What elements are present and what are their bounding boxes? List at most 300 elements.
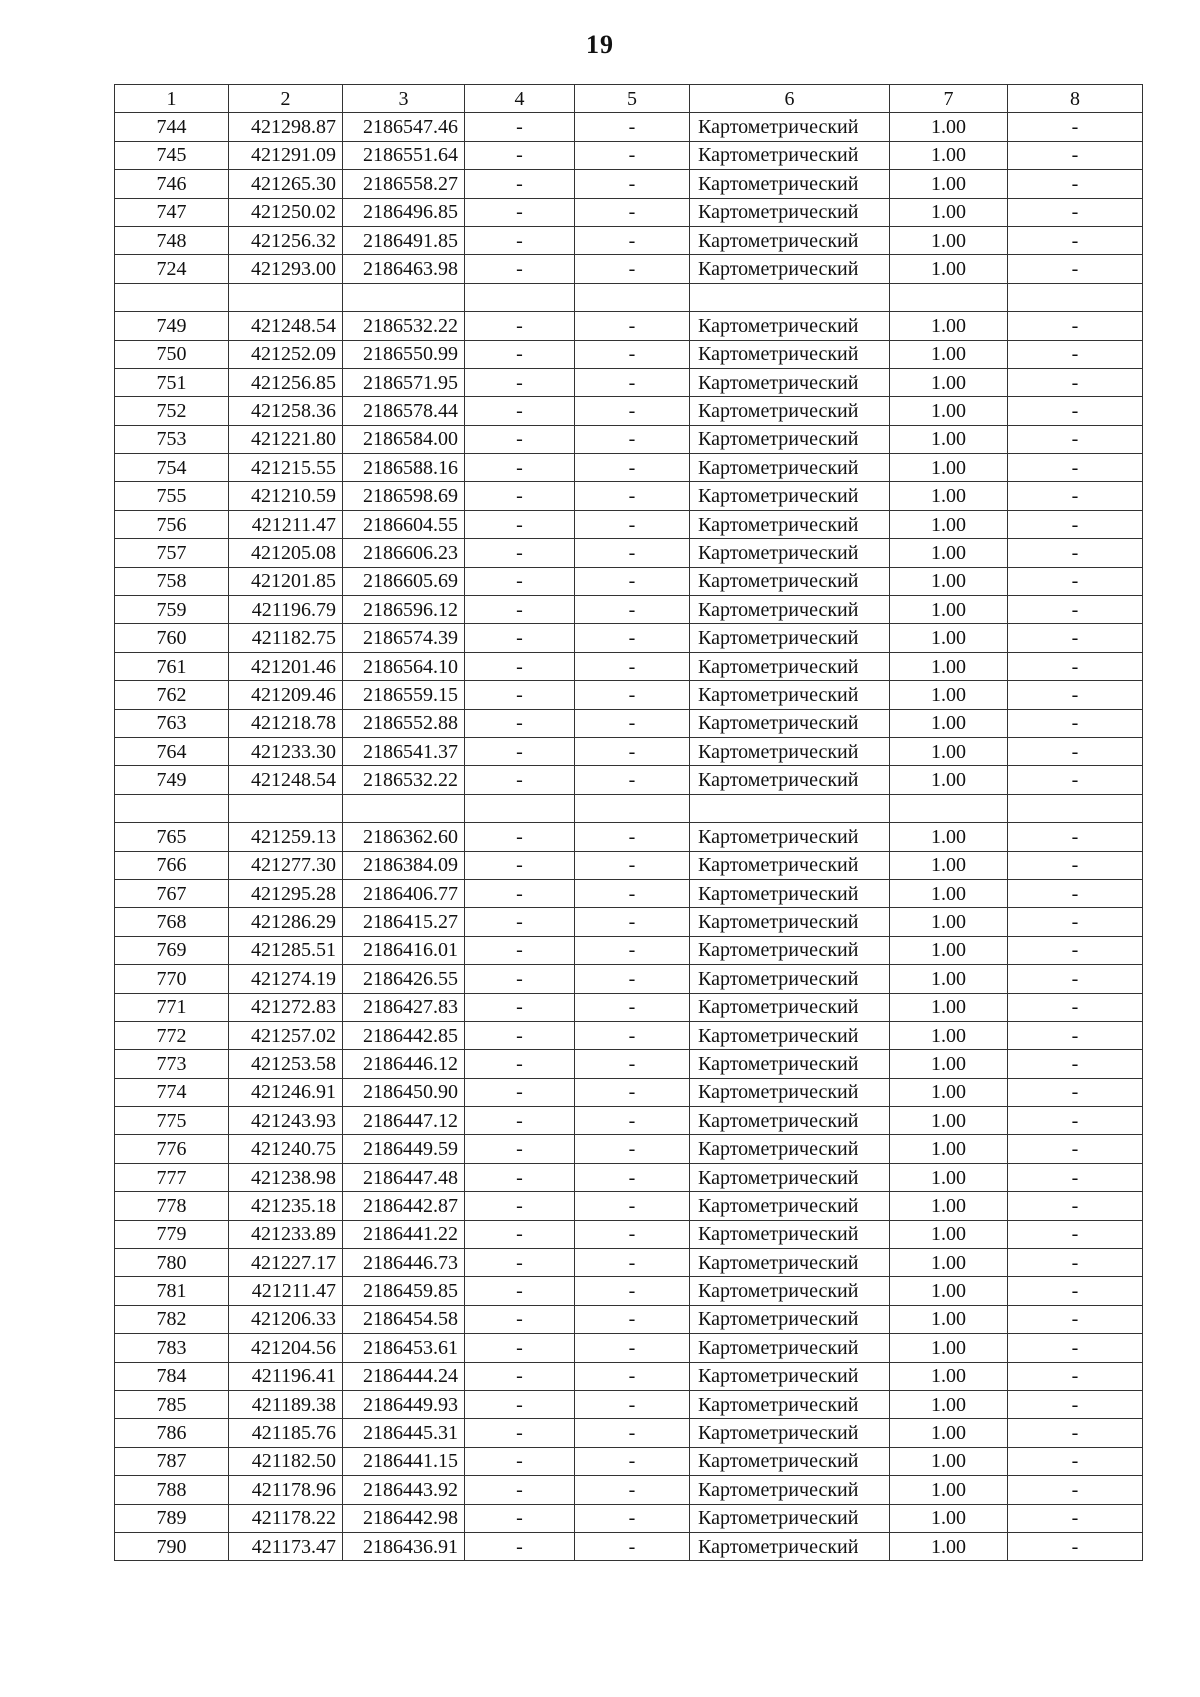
x-coordinate-cell: 421182.75 [229,624,343,652]
accuracy-cell: 1.00 [890,1135,1008,1163]
accuracy-cell: 1.00 [890,1277,1008,1305]
x-coordinate-cell: 421274.19 [229,965,343,993]
method-cell: Картометрический [690,936,890,964]
point-number-cell: 748 [115,226,229,254]
point-number-cell: 785 [115,1390,229,1418]
point-number-cell: 787 [115,1447,229,1475]
col8-cell: - [1008,652,1143,680]
col5-cell [575,283,690,311]
col4-cell [465,283,575,311]
table-header [115,85,1143,113]
x-coordinate-cell: 421253.58 [229,1050,343,1078]
point-number-cell [115,283,229,311]
y-coordinate-cell: 2186446.73 [343,1249,465,1277]
y-coordinate-cell: 2186384.09 [343,851,465,879]
col5-cell: - [575,454,690,482]
table-row [115,1532,1143,1560]
point-number-cell: 724 [115,255,229,283]
y-coordinate-cell: 2186496.85 [343,198,465,226]
col4-cell: - [465,1050,575,1078]
y-coordinate-cell: 2186541.37 [343,737,465,765]
col8-cell: - [1008,879,1143,907]
accuracy-cell: 1.00 [890,1220,1008,1248]
x-coordinate-cell: 421286.29 [229,908,343,936]
col4-cell: - [465,510,575,538]
table-row [115,482,1143,510]
method-cell: Картометрический [690,113,890,141]
table-row [115,255,1143,283]
accuracy-cell: 1.00 [890,1249,1008,1277]
table-row [115,794,1143,822]
x-coordinate-cell: 421211.47 [229,1277,343,1305]
col5-cell: - [575,1504,690,1532]
y-coordinate-cell: 2186463.98 [343,255,465,283]
table-row [115,652,1143,680]
method-cell: Картометрический [690,539,890,567]
col8-cell: - [1008,1504,1143,1532]
x-coordinate-cell [229,283,343,311]
x-coordinate-cell: 421293.00 [229,255,343,283]
col5-cell: - [575,539,690,567]
col8-cell: - [1008,1192,1143,1220]
method-cell: Картометрический [690,1277,890,1305]
header-cell: 4 [465,85,575,113]
col5-cell: - [575,567,690,595]
method-cell: Картометрический [690,1362,890,1390]
x-coordinate-cell: 421238.98 [229,1163,343,1191]
col4-cell: - [465,624,575,652]
col8-cell: - [1008,425,1143,453]
point-number-cell: 788 [115,1476,229,1504]
accuracy-cell: 1.00 [890,425,1008,453]
col8-cell: - [1008,113,1143,141]
accuracy-cell: 1.00 [890,965,1008,993]
col5-cell: - [575,1476,690,1504]
x-coordinate-cell: 421173.47 [229,1532,343,1560]
table-row [115,1107,1143,1135]
method-cell: Картометрический [690,1050,890,1078]
col5-cell: - [575,766,690,794]
accuracy-cell: 1.00 [890,1334,1008,1362]
col4-cell: - [465,482,575,510]
col4-cell: - [465,1220,575,1248]
table-row [115,368,1143,396]
method-cell: Картометрический [690,170,890,198]
col4-cell: - [465,766,575,794]
point-number-cell: 756 [115,510,229,538]
table-row [115,1476,1143,1504]
col8-cell: - [1008,340,1143,368]
point-number-cell: 776 [115,1135,229,1163]
point-number-cell: 747 [115,198,229,226]
x-coordinate-cell: 421235.18 [229,1192,343,1220]
table-row [115,425,1143,453]
accuracy-cell: 1.00 [890,1419,1008,1447]
col4-cell: - [465,823,575,851]
point-number-cell: 774 [115,1078,229,1106]
col8-cell: - [1008,1277,1143,1305]
accuracy-cell: 1.00 [890,454,1008,482]
col5-cell: - [575,482,690,510]
col5-cell: - [575,312,690,340]
col8-cell: - [1008,681,1143,709]
header-cell: 3 [343,85,465,113]
accuracy-cell: 1.00 [890,567,1008,595]
method-cell: Картометрический [690,1021,890,1049]
x-coordinate-cell: 421196.79 [229,596,343,624]
table-row [115,397,1143,425]
point-number-cell: 757 [115,539,229,567]
y-coordinate-cell: 2186427.83 [343,993,465,1021]
col4-cell: - [465,1504,575,1532]
method-cell: Картометрический [690,340,890,368]
y-coordinate-cell: 2186454.58 [343,1305,465,1333]
method-cell: Картометрический [690,482,890,510]
point-number-cell: 761 [115,652,229,680]
table-row [115,1419,1143,1447]
col8-cell: - [1008,709,1143,737]
y-coordinate-cell: 2186406.77 [343,879,465,907]
method-cell: Картометрический [690,1476,890,1504]
table-row [115,1447,1143,1475]
col4-cell: - [465,397,575,425]
point-number-cell [115,794,229,822]
method-cell: Картометрический [690,1390,890,1418]
method-cell: Картометрический [690,1419,890,1447]
x-coordinate-cell: 421256.85 [229,368,343,396]
x-coordinate-cell: 421201.46 [229,652,343,680]
x-coordinate-cell: 421201.85 [229,567,343,595]
point-number-cell: 759 [115,596,229,624]
x-coordinate-cell: 421285.51 [229,936,343,964]
col8-cell: - [1008,965,1143,993]
y-coordinate-cell: 2186552.88 [343,709,465,737]
y-coordinate-cell: 2186550.99 [343,340,465,368]
accuracy-cell: 1.00 [890,823,1008,851]
col8-cell [1008,283,1143,311]
x-coordinate-cell: 421178.22 [229,1504,343,1532]
col8-cell: - [1008,624,1143,652]
accuracy-cell: 1.00 [890,1447,1008,1475]
col8-cell: - [1008,368,1143,396]
table-row [115,1163,1143,1191]
accuracy-cell: 1.00 [890,312,1008,340]
col5-cell: - [575,1305,690,1333]
point-number-cell: 760 [115,624,229,652]
accuracy-cell: 1.00 [890,908,1008,936]
y-coordinate-cell: 2186551.64 [343,141,465,169]
col8-cell: - [1008,170,1143,198]
col5-cell: - [575,226,690,254]
method-cell: Картометрический [690,766,890,794]
x-coordinate-cell: 421227.17 [229,1249,343,1277]
col8-cell: - [1008,1447,1143,1475]
col4-cell: - [465,1532,575,1560]
table-row [115,1192,1143,1220]
y-coordinate-cell: 2186441.22 [343,1220,465,1248]
point-number-cell: 754 [115,454,229,482]
col8-cell: - [1008,567,1143,595]
y-coordinate-cell: 2186443.92 [343,1476,465,1504]
y-coordinate-cell: 2186442.85 [343,1021,465,1049]
table-row [115,993,1143,1021]
point-number-cell: 751 [115,368,229,396]
y-coordinate-cell: 2186447.48 [343,1163,465,1191]
method-cell: Картометрический [690,1532,890,1560]
accuracy-cell: 1.00 [890,1192,1008,1220]
accuracy-cell: 1.00 [890,1305,1008,1333]
accuracy-cell: 1.00 [890,936,1008,964]
col4-cell: - [465,312,575,340]
x-coordinate-cell: 421210.59 [229,482,343,510]
col4-cell: - [465,1107,575,1135]
method-cell: Картометрический [690,1447,890,1475]
point-number-cell: 790 [115,1532,229,1560]
col4-cell: - [465,879,575,907]
point-number-cell: 765 [115,823,229,851]
col8-cell: - [1008,1135,1143,1163]
col8-cell: - [1008,1305,1143,1333]
header-cell: 6 [690,85,890,113]
col4-cell: - [465,1334,575,1362]
method-cell: Картометрический [690,1163,890,1191]
header-cell: 8 [1008,85,1143,113]
accuracy-cell: 1.00 [890,1078,1008,1106]
point-number-cell: 784 [115,1362,229,1390]
x-coordinate-cell: 421298.87 [229,113,343,141]
table-row [115,965,1143,993]
col5-cell: - [575,1021,690,1049]
col8-cell: - [1008,766,1143,794]
y-coordinate-cell: 2186444.24 [343,1362,465,1390]
accuracy-cell: 1.00 [890,1476,1008,1504]
y-coordinate-cell: 2186584.00 [343,425,465,453]
col5-cell: - [575,823,690,851]
accuracy-cell: 1.00 [890,681,1008,709]
x-coordinate-cell: 421178.96 [229,1476,343,1504]
table-row [115,1078,1143,1106]
method-cell: Картометрический [690,652,890,680]
col8-cell: - [1008,936,1143,964]
col8-cell: - [1008,1163,1143,1191]
accuracy-cell: 1.00 [890,226,1008,254]
col8-cell: - [1008,312,1143,340]
accuracy-cell: 1.00 [890,624,1008,652]
col5-cell [575,794,690,822]
y-coordinate-cell: 2186574.39 [343,624,465,652]
col8-cell: - [1008,510,1143,538]
table-row [115,879,1143,907]
col4-cell: - [465,1163,575,1191]
point-number-cell: 753 [115,425,229,453]
y-coordinate-cell: 2186362.60 [343,823,465,851]
col5-cell: - [575,1390,690,1418]
accuracy-cell: 1.00 [890,539,1008,567]
col8-cell: - [1008,823,1143,851]
col5-cell: - [575,879,690,907]
col5-cell: - [575,1135,690,1163]
method-cell: Картометрический [690,1305,890,1333]
point-number-cell: 779 [115,1220,229,1248]
col4-cell: - [465,936,575,964]
col8-cell: - [1008,737,1143,765]
col8-cell [1008,794,1143,822]
x-coordinate-cell: 421248.54 [229,766,343,794]
col5-cell: - [575,652,690,680]
col4-cell: - [465,709,575,737]
accuracy-cell: 1.00 [890,368,1008,396]
table-row [115,312,1143,340]
table-row [115,1249,1143,1277]
x-coordinate-cell: 421196.41 [229,1362,343,1390]
x-coordinate-cell: 421218.78 [229,709,343,737]
header-cell: 7 [890,85,1008,113]
table-row [115,226,1143,254]
point-number-cell: 775 [115,1107,229,1135]
method-cell: Картометрический [690,908,890,936]
y-coordinate-cell: 2186532.22 [343,312,465,340]
accuracy-cell [890,283,1008,311]
col5-cell: - [575,1334,690,1362]
y-coordinate-cell: 2186559.15 [343,681,465,709]
point-number-cell: 786 [115,1419,229,1447]
method-cell: Картометрический [690,681,890,709]
col8-cell: - [1008,1390,1143,1418]
point-number-cell: 763 [115,709,229,737]
y-coordinate-cell: 2186450.90 [343,1078,465,1106]
point-number-cell: 777 [115,1163,229,1191]
col5-cell: - [575,340,690,368]
x-coordinate-cell [229,794,343,822]
col4-cell: - [465,965,575,993]
x-coordinate-cell: 421259.13 [229,823,343,851]
table-row [115,170,1143,198]
point-number-cell: 749 [115,766,229,794]
y-coordinate-cell: 2186588.16 [343,454,465,482]
accuracy-cell: 1.00 [890,879,1008,907]
table-row [115,908,1143,936]
point-number-cell: 781 [115,1277,229,1305]
method-cell: Картометрический [690,1107,890,1135]
col4-cell: - [465,737,575,765]
x-coordinate-cell: 421272.83 [229,993,343,1021]
y-coordinate-cell: 2186442.87 [343,1192,465,1220]
col8-cell: - [1008,1107,1143,1135]
table-row [115,1390,1143,1418]
point-number-cell: 752 [115,397,229,425]
table-row [115,596,1143,624]
y-coordinate-cell: 2186571.95 [343,368,465,396]
accuracy-cell: 1.00 [890,1107,1008,1135]
col5-cell: - [575,709,690,737]
table-row [115,1021,1143,1049]
table-row [115,567,1143,595]
col4-cell: - [465,226,575,254]
y-coordinate-cell: 2186532.22 [343,766,465,794]
col4-cell: - [465,539,575,567]
col5-cell: - [575,255,690,283]
table-row [115,681,1143,709]
x-coordinate-cell: 421295.28 [229,879,343,907]
col8-cell: - [1008,908,1143,936]
col8-cell: - [1008,1220,1143,1248]
table-row [115,454,1143,482]
table-row [115,851,1143,879]
point-number-cell: 750 [115,340,229,368]
method-cell: Картометрический [690,1192,890,1220]
col5-cell: - [575,1419,690,1447]
col4-cell: - [465,113,575,141]
point-number-cell: 764 [115,737,229,765]
method-cell: Картометрический [690,624,890,652]
col5-cell: - [575,993,690,1021]
table-row [115,1277,1143,1305]
y-coordinate-cell: 2186441.15 [343,1447,465,1475]
method-cell: Картометрический [690,993,890,1021]
header-cell: 2 [229,85,343,113]
col5-cell: - [575,141,690,169]
point-number-cell: 746 [115,170,229,198]
y-coordinate-cell: 2186426.55 [343,965,465,993]
accuracy-cell: 1.00 [890,652,1008,680]
method-cell: Картометрический [690,425,890,453]
header-cell: 1 [115,85,229,113]
table-body [115,113,1143,1561]
y-coordinate-cell: 2186606.23 [343,539,465,567]
accuracy-cell: 1.00 [890,340,1008,368]
table-row [115,766,1143,794]
method-cell: Картометрический [690,255,890,283]
table-row [115,1362,1143,1390]
col5-cell: - [575,397,690,425]
col4-cell: - [465,993,575,1021]
y-coordinate-cell: 2186558.27 [343,170,465,198]
x-coordinate-cell: 421252.09 [229,340,343,368]
method-cell: Картометрический [690,454,890,482]
col8-cell: - [1008,1050,1143,1078]
col8-cell: - [1008,596,1143,624]
x-coordinate-cell: 421189.38 [229,1390,343,1418]
x-coordinate-cell: 421250.02 [229,198,343,226]
y-coordinate-cell: 2186449.93 [343,1390,465,1418]
col5-cell: - [575,1107,690,1135]
col8-cell: - [1008,255,1143,283]
col5-cell: - [575,908,690,936]
point-number-cell: 771 [115,993,229,1021]
col4-cell: - [465,340,575,368]
col8-cell: - [1008,226,1143,254]
point-number-cell: 749 [115,312,229,340]
col8-cell: - [1008,1334,1143,1362]
accuracy-cell: 1.00 [890,1532,1008,1560]
y-coordinate-cell: 2186491.85 [343,226,465,254]
x-coordinate-cell: 421248.54 [229,312,343,340]
col4-cell: - [465,368,575,396]
col4-cell: - [465,1021,575,1049]
accuracy-cell: 1.00 [890,1163,1008,1191]
accuracy-cell: 1.00 [890,113,1008,141]
method-cell: Картометрический [690,709,890,737]
col8-cell: - [1008,1532,1143,1560]
table-row [115,510,1143,538]
method-cell: Картометрический [690,851,890,879]
col8-cell: - [1008,1021,1143,1049]
point-number-cell: 745 [115,141,229,169]
x-coordinate-cell: 421277.30 [229,851,343,879]
point-number-cell: 772 [115,1021,229,1049]
x-coordinate-cell: 421209.46 [229,681,343,709]
method-cell: Картометрический [690,397,890,425]
